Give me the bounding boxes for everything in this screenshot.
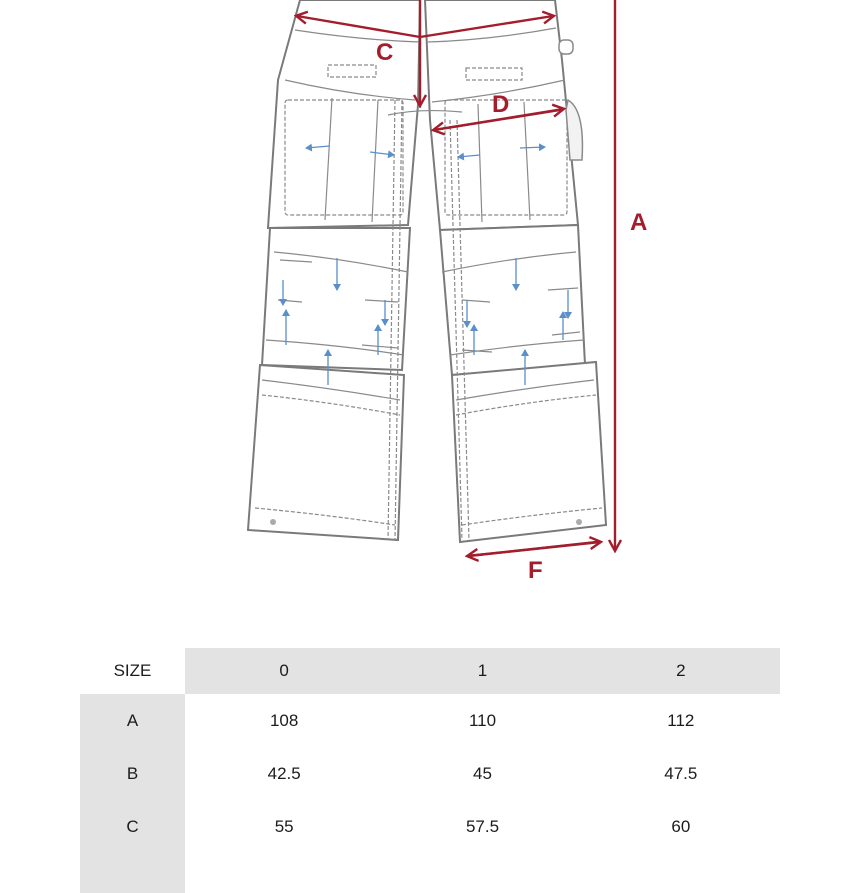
- cell-empty: [185, 853, 383, 893]
- label-d: D: [492, 91, 510, 118]
- size-header-0: 0: [185, 648, 383, 694]
- cell-empty: [582, 853, 780, 893]
- size-table: [80, 648, 780, 893]
- left-leg: [248, 0, 420, 540]
- row-label-a: A: [80, 694, 185, 747]
- cell-a-1: 110: [383, 694, 581, 747]
- cell-c-2: 60: [582, 800, 780, 853]
- cell-b-1: 45: [383, 747, 581, 800]
- size-header-label: SIZE: [80, 648, 185, 694]
- table-row: [80, 694, 780, 747]
- row-label-c: C: [80, 800, 185, 853]
- cell-a-0: 108: [185, 694, 383, 747]
- size-table-header: [80, 648, 780, 694]
- row-label-next: [80, 853, 185, 893]
- label-a: A: [630, 209, 648, 236]
- cell-b-0: 42.5: [185, 747, 383, 800]
- table-row: [80, 800, 780, 853]
- row-label-b: B: [80, 747, 185, 800]
- cell-a-2: 112: [582, 694, 780, 747]
- cell-b-2: 47.5: [582, 747, 780, 800]
- cell-empty: [383, 853, 581, 893]
- label-c: C: [376, 39, 394, 66]
- size-header-1: 1: [383, 648, 581, 694]
- table-row: [80, 747, 780, 800]
- size-header-2: 2: [582, 648, 780, 694]
- cell-c-1: 57.5: [383, 800, 581, 853]
- cell-c-0: 55: [185, 800, 383, 853]
- label-f: F: [528, 557, 543, 584]
- table-row-partial: [80, 853, 780, 893]
